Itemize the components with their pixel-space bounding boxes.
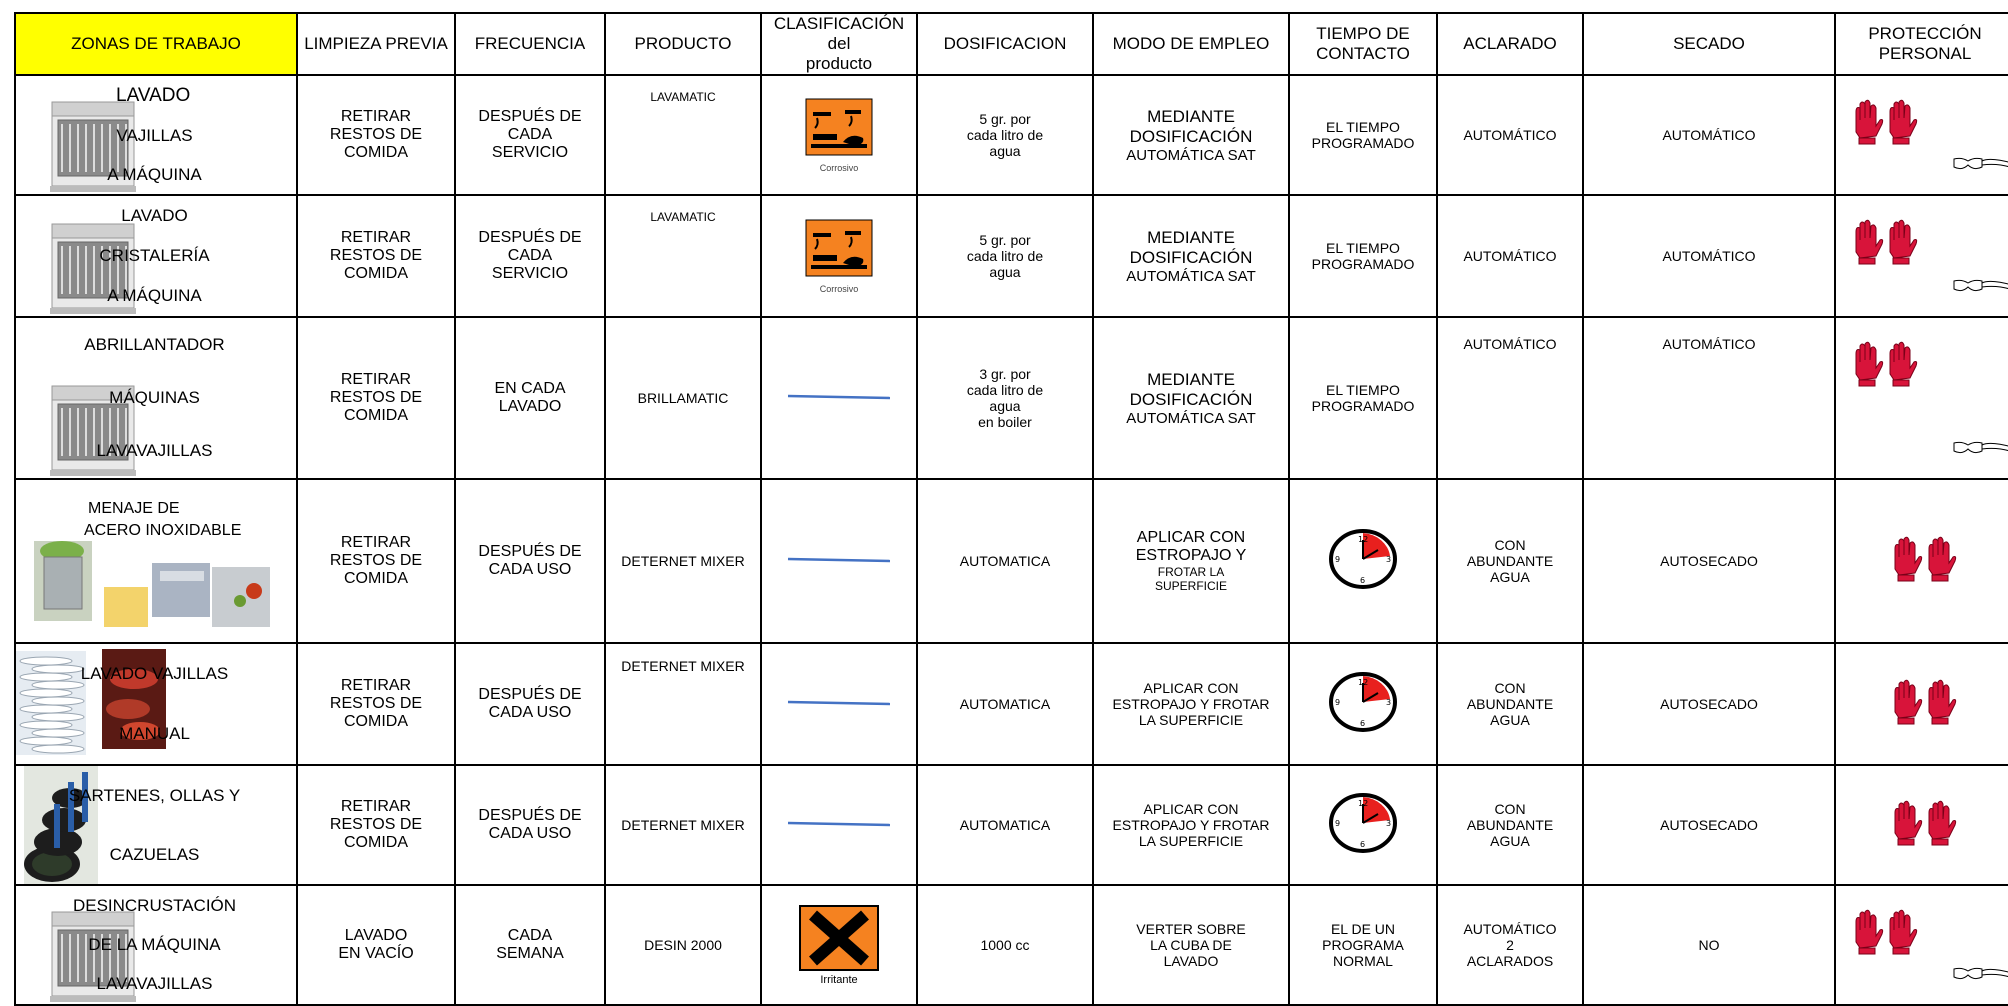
aclarado-cell-lines [1438, 921, 1582, 969]
header-secado: SECADO [1583, 13, 1835, 75]
limpieza-cell-line: RETIRAR [340, 677, 412, 694]
zona-line: LAVADO [121, 206, 188, 225]
zona-line: LAVAVAJILLAS [96, 441, 213, 461]
frecuencia-cell-line: DESPUÉS DE [478, 543, 582, 560]
dosificacion-cell-line: AUTOMATICA [959, 696, 1051, 712]
svg-text:6: 6 [1360, 575, 1366, 585]
svg-text:9: 9 [1335, 818, 1341, 828]
tiempo-cell [1289, 765, 1437, 885]
secado-cell: AUTOMÁTICO [1583, 195, 1835, 317]
modo-cell [1093, 317, 1289, 479]
table-row [15, 643, 2008, 765]
modo-cell-lines [1094, 801, 1288, 849]
frecuencia-cell-line: CADA [507, 126, 553, 143]
zona-lines [16, 196, 296, 316]
aclarado-cell-lines [1438, 537, 1582, 585]
producto-cell: LAVAMATIC [605, 75, 761, 195]
zona-cell [15, 479, 297, 643]
limpieza-cell-line: RESTOS DE [329, 389, 423, 406]
dosificacion-cell-lines [918, 817, 1092, 833]
frecuencia-cell-lines [456, 927, 604, 963]
producto-cell: DETERNET MIXER [605, 765, 761, 885]
modo-cell-line: APLICAR CON [1143, 801, 1239, 817]
clasificacion-cell [761, 195, 917, 317]
svg-text:3: 3 [1386, 554, 1392, 564]
aclarado-cell-line: ABUNDANTE [1466, 696, 1554, 712]
aclarado-cell [1437, 765, 1583, 885]
aclarado-cell [1437, 317, 1583, 479]
cleaning-plan-table [14, 12, 2008, 1006]
dosificacion-cell-line: agua [989, 143, 1021, 159]
blank-line [762, 552, 916, 570]
modo-cell-line: FROTAR LA [1157, 565, 1225, 579]
zona-title: LAVADO [116, 85, 191, 107]
modo-cell-line: DOSIFICACIÓN [1129, 247, 1253, 267]
producto-cell: BRILLAMATIC [605, 317, 761, 479]
proteccion-cell [1835, 643, 2008, 765]
limpieza-cell [297, 885, 455, 1005]
limpieza-cell-line: RETIRAR [340, 534, 412, 551]
clock-icon [1290, 528, 1436, 595]
modo-cell [1093, 75, 1289, 195]
dosificacion-cell-line: agua [989, 398, 1021, 414]
corrosive-hazard-icon [762, 98, 916, 161]
tiempo-cell [1289, 317, 1437, 479]
frecuencia-cell-line: EN CADA [494, 380, 566, 397]
tiempo-cell-line: PROGRAMADO [1311, 256, 1415, 272]
limpieza-cell-line: COMIDA [344, 144, 408, 161]
dosificacion-cell-line: cada litro de [966, 382, 1044, 398]
tiempo-cell-line: PROGRAMADO [1311, 398, 1415, 414]
frecuencia-cell [455, 317, 605, 479]
header-producto: PRODUCTO [605, 13, 761, 75]
zona-cell [15, 195, 297, 317]
aclarado-cell [1437, 479, 1583, 643]
hazard-label: Corrosivo [819, 162, 859, 173]
modo-cell-lines [1094, 529, 1288, 593]
tiempo-cell-lines [1290, 119, 1436, 151]
frecuencia-cell-line: CADA [507, 927, 553, 944]
modo-cell-line: LA SUPERFICIE [1138, 833, 1244, 849]
blank-line [762, 389, 916, 407]
stainless-utensils-image [32, 527, 272, 642]
header-tiempo [1289, 13, 1437, 75]
safety-glasses-icon [1952, 275, 2008, 302]
tiempo-cell-line: NORMAL [1333, 953, 1393, 969]
zona-cell [15, 765, 297, 885]
modo-cell-line: LA SUPERFICIE [1138, 712, 1244, 728]
zona-line: LAVAVAJILLAS [96, 974, 213, 994]
table-row [15, 195, 2008, 317]
modo-cell-line: DOSIFICACIÓN [1129, 126, 1253, 146]
limpieza-cell-line: RETIRAR [340, 108, 412, 125]
frecuencia-cell [455, 765, 605, 885]
zona-lines [16, 76, 296, 194]
limpieza-cell [297, 479, 455, 643]
gloves-icon [1836, 535, 2008, 588]
aclarado-cell-lines [1438, 127, 1582, 143]
dosificacion-cell-line: en boiler [978, 414, 1032, 430]
modo-cell [1093, 195, 1289, 317]
tiempo-cell-line: PROGRAMADO [1311, 135, 1415, 151]
aclarado-cell-line: AGUA [1490, 712, 1530, 728]
modo-cell-line: AUTOMÁTICA SAT [1126, 146, 1256, 164]
aclarado-cell [1437, 643, 1583, 765]
zona-title-2: ACERO INOXIDABLE [84, 522, 242, 539]
table-row [15, 765, 2008, 885]
header-proteccion-line1: PROTECCIÓN [1868, 24, 1982, 43]
zona-cell [15, 885, 297, 1005]
clasificacion-cell [761, 643, 917, 765]
zona-lines [16, 766, 296, 884]
safety-glasses-icon [1952, 437, 2008, 464]
secado-cell: AUTOSECADO [1583, 643, 1835, 765]
frecuencia-cell-line: CADA USO [488, 825, 572, 842]
frecuencia-cell-line: SERVICIO [491, 144, 569, 161]
aclarado-cell-line: AUTOMÁTICO [1463, 248, 1557, 264]
svg-text:12: 12 [1358, 677, 1369, 687]
modo-cell-lines [1094, 921, 1288, 969]
limpieza-cell-line: RESTOS DE [329, 816, 423, 833]
limpieza-cell-line: RETIRAR [340, 229, 412, 246]
frecuencia-cell-lines [456, 108, 604, 162]
gloves-icon [1836, 678, 2008, 731]
frecuencia-cell-lines [456, 380, 604, 416]
clasificacion-cell [761, 479, 917, 643]
limpieza-cell-line: RESTOS DE [329, 695, 423, 712]
limpieza-cell-lines [298, 534, 454, 588]
clock-icon [1290, 792, 1436, 859]
dosificacion-cell [917, 195, 1093, 317]
header-zonas: ZONAS DE TRABAJO [15, 13, 297, 75]
tiempo-cell-line: EL TIEMPO [1326, 119, 1400, 135]
modo-cell-lines [1094, 228, 1288, 285]
gloves-icon [1850, 98, 1922, 151]
gloves-icon [1850, 908, 1922, 961]
frecuencia-cell-line: CADA USO [488, 704, 572, 721]
blank-line [762, 816, 916, 834]
limpieza-cell [297, 317, 455, 479]
zona-cell [15, 317, 297, 479]
proteccion-cell [1835, 75, 2008, 195]
producto-cell: DETERNET MIXER [605, 643, 761, 765]
zona-line: DE LA MÁQUINA [88, 934, 221, 954]
frecuencia-cell-lines [456, 686, 604, 722]
header-frecuencia: FRECUENCIA [455, 13, 605, 75]
modo-cell-lines [1094, 370, 1288, 427]
modo-cell-line: LA CUBA DE [1150, 937, 1232, 953]
frecuencia-cell-lines [456, 543, 604, 579]
table-row [15, 75, 2008, 195]
safety-glasses-icon [1952, 153, 2008, 180]
tiempo-cell-line: EL DE UN [1330, 921, 1396, 937]
limpieza-cell [297, 765, 455, 885]
tiempo-cell-line: EL TIEMPO [1326, 240, 1400, 256]
dosificacion-cell-lines [918, 366, 1092, 430]
table-row [15, 317, 2008, 479]
table-row [15, 885, 2008, 1005]
dosificacion-cell [917, 643, 1093, 765]
zona-cell [15, 643, 297, 765]
frecuencia-cell [455, 643, 605, 765]
dosificacion-cell-line: cada litro de [966, 248, 1044, 264]
zona-line: MÁQUINAS [109, 387, 200, 407]
aclarado-cell-line: AUTOMÁTICO [1463, 127, 1557, 143]
svg-text:9: 9 [1335, 554, 1341, 564]
frecuencia-cell-line: DESPUÉS DE [478, 686, 582, 703]
dosificacion-cell [917, 765, 1093, 885]
clasificacion-cell [761, 317, 917, 479]
clasificacion-cell [761, 765, 917, 885]
zona-cell [15, 75, 297, 195]
secado-cell: NO [1583, 885, 1835, 1005]
frecuencia-cell-lines [456, 807, 604, 843]
zona-line: SARTENES, OLLAS Y [68, 785, 241, 805]
svg-text:12: 12 [1358, 534, 1369, 544]
aclarado-cell-line: AUTOMÁTICO [1463, 921, 1557, 937]
secado-cell: AUTOSECADO [1583, 479, 1835, 643]
dosificacion-cell-lines [918, 232, 1092, 280]
secado-cell: AUTOSECADO [1583, 765, 1835, 885]
frecuencia-cell [455, 479, 605, 643]
proteccion-cell [1835, 479, 2008, 643]
aclarado-cell-line: ABUNDANTE [1466, 553, 1554, 569]
proteccion-cell [1835, 765, 2008, 885]
aclarado-cell-lines [1438, 680, 1582, 728]
zona-line: LAVADO VAJILLAS [80, 664, 229, 683]
producto-cell: DETERNET MIXER [605, 479, 761, 643]
clasificacion-cell [761, 885, 917, 1005]
tiempo-cell [1289, 479, 1437, 643]
tiempo-cell [1289, 885, 1437, 1005]
limpieza-cell-lines [298, 229, 454, 283]
modo-cell-line: AUTOMÁTICA SAT [1126, 409, 1256, 427]
limpieza-cell-lines [298, 798, 454, 852]
aclarado-cell-line: AGUA [1490, 569, 1530, 585]
aclarado-cell-line: ACLARADOS [1466, 953, 1554, 969]
zona-line: VAJILLAS [116, 125, 193, 145]
zona-lines [16, 644, 296, 764]
gloves-icon [1850, 340, 1922, 393]
dosificacion-cell-lines [918, 696, 1092, 712]
producto-cell: LAVAMATIC [605, 195, 761, 317]
dosificacion-cell-line: 5 gr. por [979, 232, 1031, 248]
limpieza-cell-line: COMIDA [344, 713, 408, 730]
modo-cell-line: APLICAR CON [1143, 680, 1239, 696]
modo-cell-line: ESTROPAJO Y FROTAR [1112, 817, 1270, 833]
limpieza-cell-line: RETIRAR [340, 798, 412, 815]
dosificacion-cell-line: 5 gr. por [979, 111, 1031, 127]
zona-line: CRISTALERÍA [99, 246, 210, 265]
header-row [15, 13, 2008, 75]
gloves-icon [1850, 218, 1922, 271]
frecuencia-cell-line: DESPUÉS DE [478, 108, 582, 125]
frecuencia-cell-line: CADA [507, 247, 553, 264]
svg-text:3: 3 [1386, 818, 1392, 828]
frecuencia-cell-line: DESPUÉS DE [478, 807, 582, 824]
zona-lines [16, 886, 296, 1004]
svg-text:12: 12 [1358, 798, 1369, 808]
header-modo: MODO DE EMPLEO [1093, 13, 1289, 75]
frecuencia-cell [455, 195, 605, 317]
secado-cell: AUTOMÁTICO [1583, 317, 1835, 479]
zona-lines [16, 318, 296, 478]
modo-cell-lines [1094, 680, 1288, 728]
dosificacion-cell-lines [918, 937, 1092, 953]
limpieza-cell-lines [298, 371, 454, 425]
limpieza-cell-lines [298, 108, 454, 162]
tiempo-cell-lines [1290, 240, 1436, 272]
dosificacion-cell [917, 479, 1093, 643]
header-limpieza: LIMPIEZA PREVIA [297, 13, 455, 75]
zona-title: MENAJE DE [88, 500, 180, 517]
tiempo-cell-lines [1290, 382, 1436, 414]
frecuencia-cell-line: LAVADO [498, 398, 562, 415]
modo-cell-line: MEDIANTE [1147, 227, 1235, 247]
zona-line: A MÁQUINA [107, 164, 202, 184]
dosificacion-cell-line: 1000 cc [980, 937, 1030, 953]
secado-cell: AUTOMÁTICO [1583, 75, 1835, 195]
svg-text:9: 9 [1335, 697, 1341, 707]
modo-cell-line: VERTER SOBRE [1136, 921, 1246, 937]
svg-text:6: 6 [1360, 718, 1366, 728]
limpieza-cell-line: COMIDA [344, 834, 408, 851]
dosificacion-cell-lines [918, 553, 1092, 569]
dosificacion-cell [917, 317, 1093, 479]
aclarado-cell-line: CON [1494, 537, 1526, 553]
dosificacion-cell-line: cada litro de [966, 127, 1044, 143]
tiempo-cell-lines [1290, 921, 1436, 969]
modo-cell-line: SUPERFICIE [1154, 579, 1227, 593]
proteccion-cell [1835, 195, 2008, 317]
tiempo-cell-line: EL TIEMPO [1326, 382, 1400, 398]
aclarado-cell [1437, 885, 1583, 1005]
modo-cell [1093, 479, 1289, 643]
frecuencia-cell-line: CADA USO [488, 561, 572, 578]
clasificacion-cell [761, 75, 917, 195]
dosificacion-cell [917, 75, 1093, 195]
modo-cell [1093, 885, 1289, 1005]
zona-line: ABRILLANTADOR [84, 334, 225, 354]
dosificacion-cell-line: AUTOMATICA [959, 817, 1051, 833]
limpieza-cell-line: RESTOS DE [329, 247, 423, 264]
proteccion-cell [1835, 317, 2008, 479]
tiempo-cell-line: PROGRAMA [1322, 937, 1404, 953]
modo-cell-line: ESTROPAJO Y [1135, 547, 1247, 564]
svg-text:3: 3 [1386, 697, 1392, 707]
svg-text:6: 6 [1360, 839, 1366, 849]
limpieza-cell-line: RETIRAR [340, 371, 412, 388]
zona-line: A MÁQUINA [107, 286, 202, 305]
aclarado-cell-line: AGUA [1490, 833, 1530, 849]
aclarado-cell [1437, 75, 1583, 195]
limpieza-cell [297, 195, 455, 317]
producto-cell: DESIN 2000 [605, 885, 761, 1005]
aclarado-cell-lines [1438, 336, 1582, 352]
safety-glasses-icon [1952, 963, 2008, 990]
dosificacion-cell-line: AUTOMATICA [959, 553, 1051, 569]
frecuencia-cell-lines [456, 229, 604, 283]
dosificacion-cell-lines [918, 111, 1092, 159]
frecuencia-cell-line: SERVICIO [491, 265, 569, 282]
modo-cell-line: LAVADO [1163, 953, 1219, 969]
blank-line [762, 695, 916, 713]
modo-cell-line: MEDIANTE [1147, 106, 1235, 126]
tiempo-cell [1289, 195, 1437, 317]
limpieza-cell-line: COMIDA [344, 265, 408, 282]
limpieza-cell-line: RESTOS DE [329, 552, 423, 569]
hazard-label: Irritante [820, 973, 858, 986]
header-tiempo-line1: TIEMPO DE [1316, 24, 1410, 43]
aclarado-cell-line: AUTOMÁTICO [1463, 336, 1557, 352]
modo-cell-line: AUTOMÁTICA SAT [1126, 267, 1256, 285]
zona-line: MANUAL [119, 724, 190, 743]
frecuencia-cell-line: DESPUÉS DE [478, 229, 582, 246]
limpieza-cell-line: LAVADO [344, 927, 408, 944]
aclarado-cell [1437, 195, 1583, 317]
limpieza-cell [297, 75, 455, 195]
limpieza-cell-line: COMIDA [344, 570, 408, 587]
dosificacion-cell [917, 885, 1093, 1005]
modo-cell-line: DOSIFICACIÓN [1129, 389, 1253, 409]
limpieza-cell [297, 643, 455, 765]
modo-cell-lines [1094, 107, 1288, 164]
header-clasificacion-line1: CLASIFICACIÓN del [773, 14, 905, 53]
irritant-hazard-icon [762, 905, 916, 976]
limpieza-cell-line: COMIDA [344, 407, 408, 424]
aclarado-cell-lines [1438, 248, 1582, 264]
modo-cell-line: MEDIANTE [1147, 369, 1235, 389]
zona-line: DESINCRUSTACIÓN [72, 895, 237, 915]
aclarado-cell-line: ABUNDANTE [1466, 817, 1554, 833]
header-clasificacion [761, 13, 917, 75]
header-proteccion [1835, 13, 2008, 75]
table-row [15, 479, 2008, 643]
proteccion-cell [1835, 885, 2008, 1005]
modo-cell [1093, 643, 1289, 765]
tiempo-cell [1289, 643, 1437, 765]
hazard-label: Corrosivo [819, 283, 859, 294]
corrosive-hazard-icon [762, 219, 916, 282]
modo-cell-line: APLICAR CON [1136, 529, 1246, 546]
modo-cell [1093, 765, 1289, 885]
header-dosificacion: DOSIFICACION [917, 13, 1093, 75]
header-tiempo-line2: CONTACTO [1316, 44, 1410, 63]
aclarado-cell-line: CON [1494, 801, 1526, 817]
limpieza-cell-line: RESTOS DE [329, 126, 423, 143]
header-proteccion-line2: PERSONAL [1878, 44, 1972, 63]
gloves-icon [1836, 799, 2008, 852]
modo-cell-line: ESTROPAJO Y FROTAR [1112, 696, 1270, 712]
frecuencia-cell [455, 885, 605, 1005]
limpieza-cell-lines [298, 927, 454, 963]
dosificacion-cell-line: agua [989, 264, 1021, 280]
aclarado-cell-line: 2 [1506, 937, 1514, 953]
frecuencia-cell [455, 75, 605, 195]
header-aclarado: ACLARADO [1437, 13, 1583, 75]
zona-line: CAZUELAS [109, 844, 200, 864]
limpieza-cell-lines [298, 677, 454, 731]
aclarado-cell-lines [1438, 801, 1582, 849]
dosificacion-cell-line: 3 gr. por [979, 366, 1031, 382]
aclarado-cell-line: CON [1494, 680, 1526, 696]
tiempo-cell [1289, 75, 1437, 195]
clock-icon [1290, 671, 1436, 738]
header-clasificacion-line2: producto [805, 54, 873, 73]
frecuencia-cell-line: SEMANA [496, 945, 564, 962]
limpieza-cell-line: EN VACÍO [338, 945, 414, 962]
